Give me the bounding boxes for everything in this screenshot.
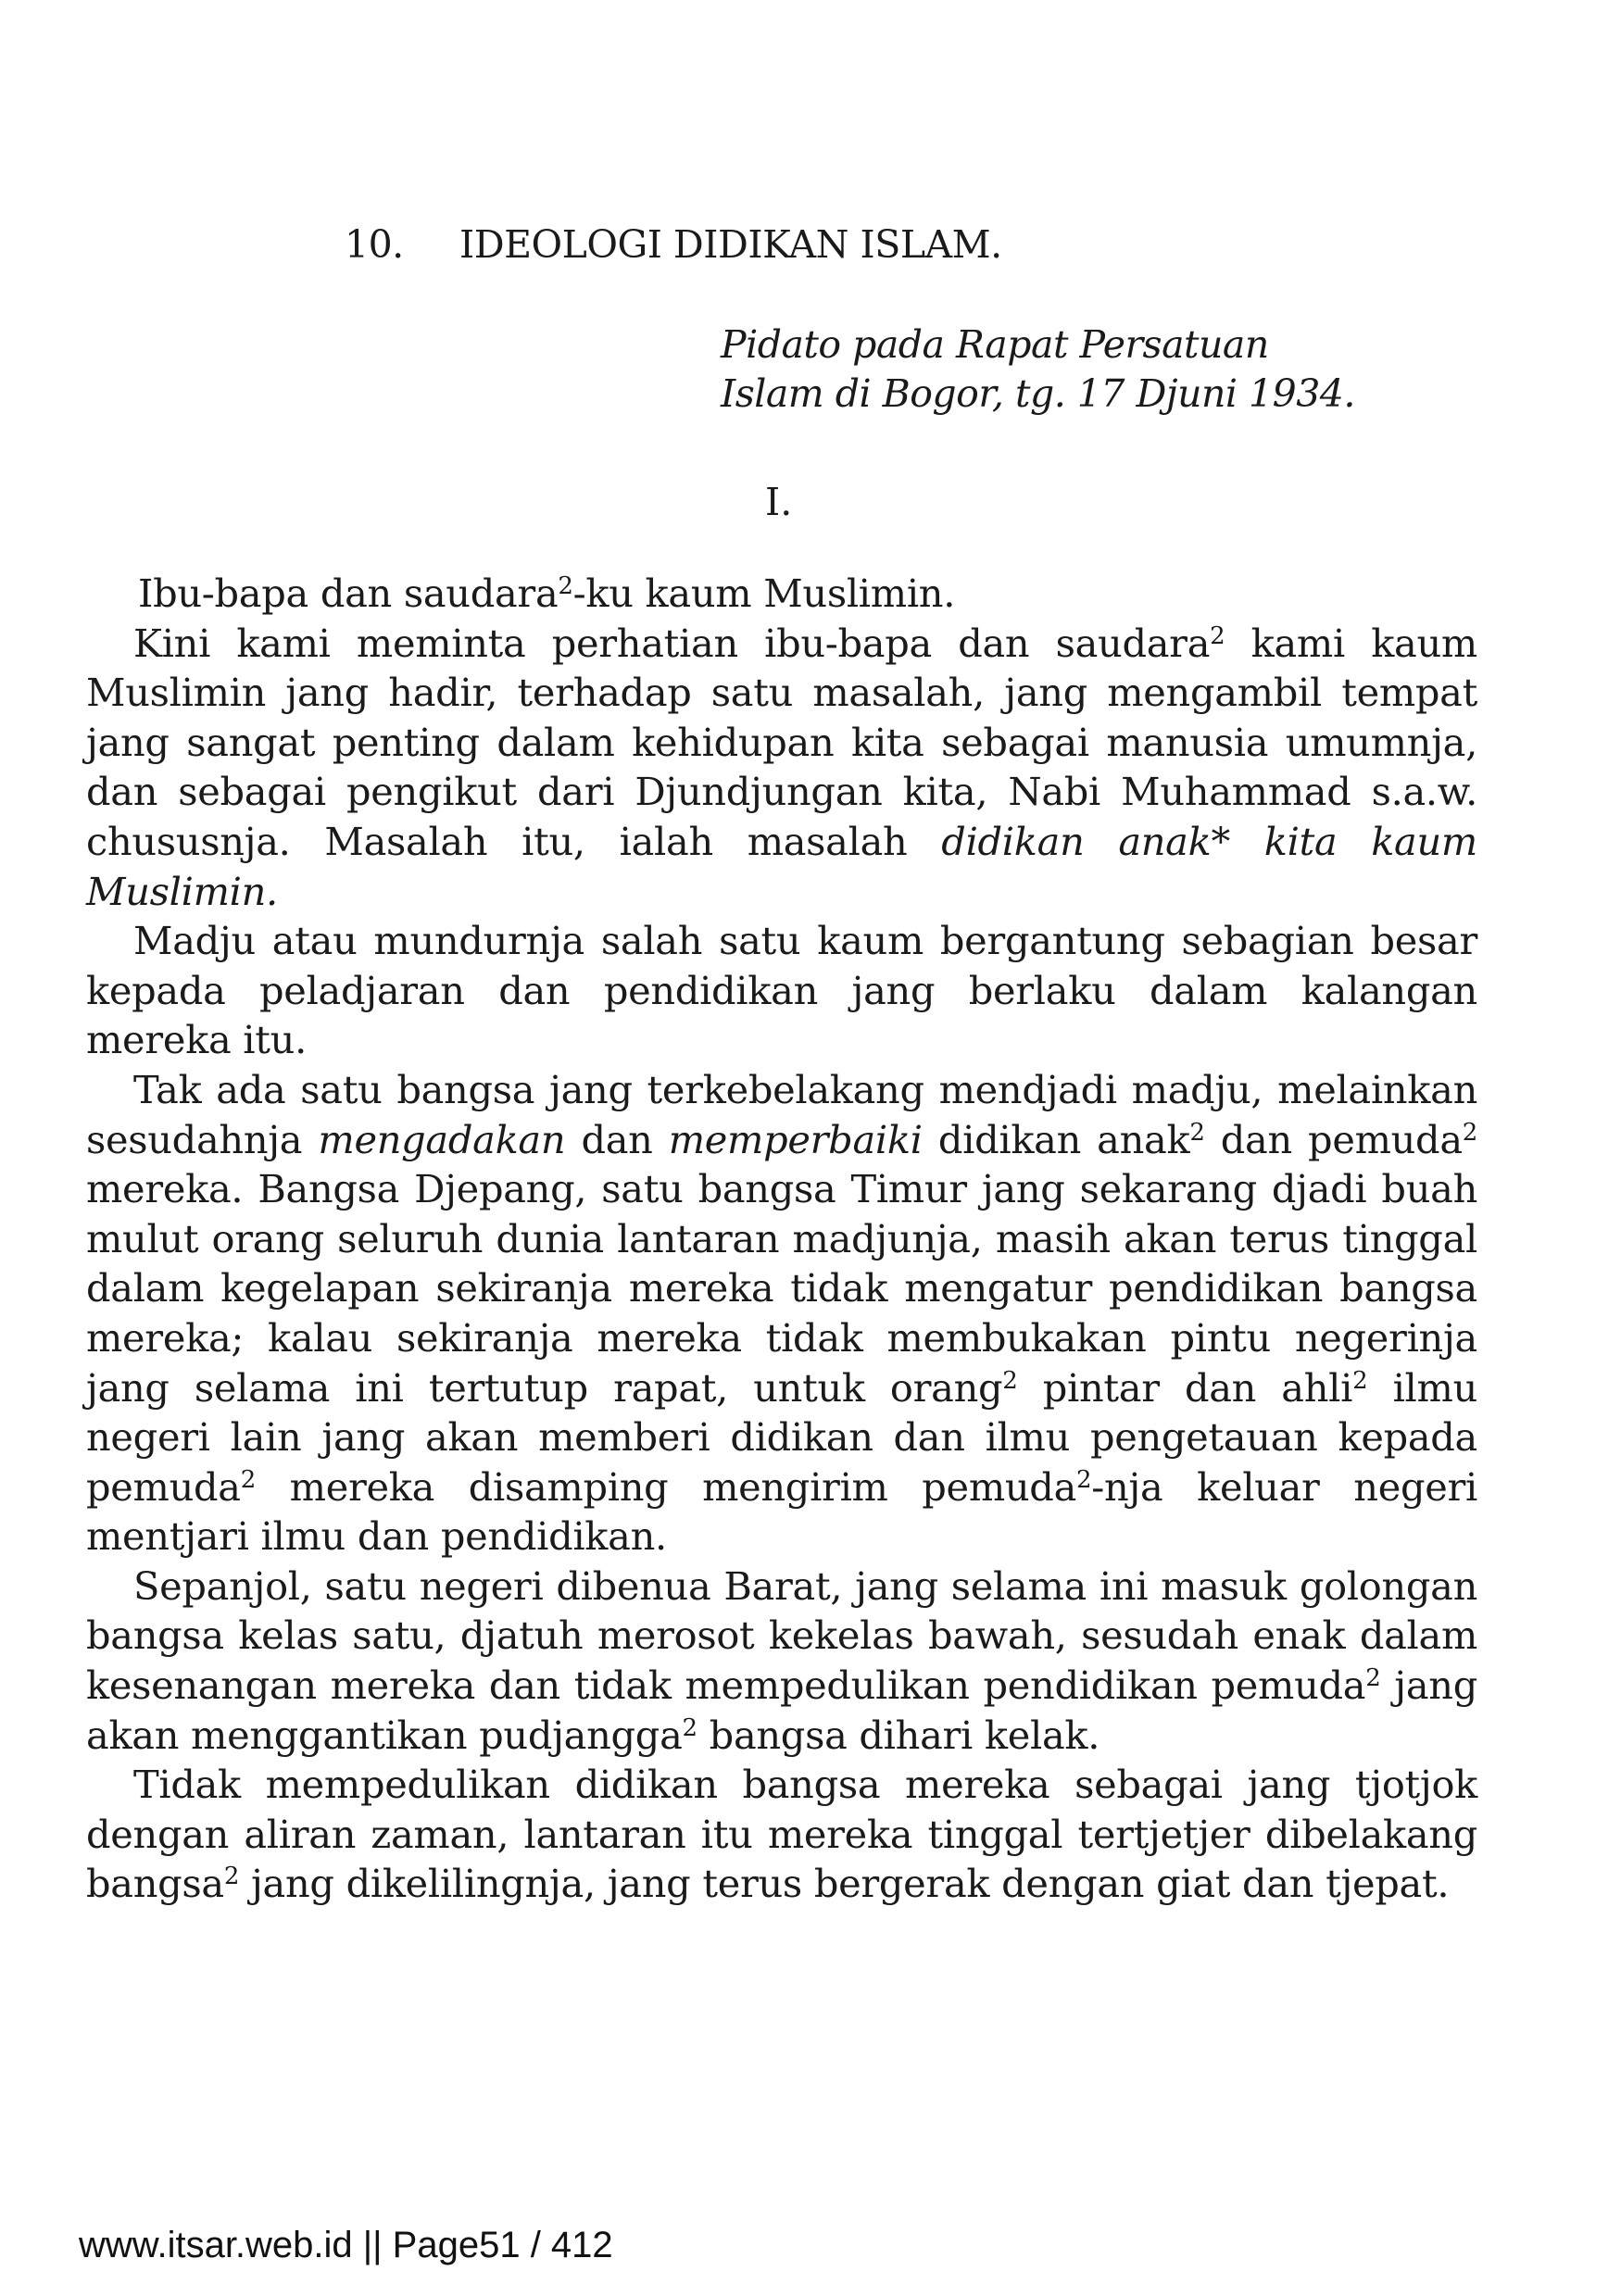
body-text xyxy=(86,569,1477,1909)
page-footer: www.itsar.web.id || Page51 / 412 xyxy=(79,2225,613,2265)
greeting-paragraph: Ibu-bapa dan saudara$^2$-ku kaum Muslimin. xyxy=(138,571,956,616)
chapter-title: IDEOLOGI DIDIKAN ISLAM. xyxy=(459,222,1002,267)
chapter-heading xyxy=(345,219,1002,270)
paragraph-2: Madju atau mundurnja salah satu kaum bergantung sebagian besar kepada peladjaran dan pendidikan jang berlaku dalam kalangan mereka itu. xyxy=(86,918,1477,1063)
paragraph-5: Tidak mempedulikan didikan bangsa mereka sebagai jang tjotjok dengan aliran zaman, lantaran itu mereka tinggal tertjetjer dibelakang bangsa$^2$ jang dikelilingnja, jang terus bergerak dengan giat dan tjepat. xyxy=(86,1762,1477,1907)
paragraph-3: Tak ada satu bangsa jang terkebelakang mendjadi madju, melainkan sesudahnja mengadakan dan memperbaiki didikan anak$^2$ dan pemuda$^2$ mereka. Bangsa Djepang, satu bangsa Timur jang sekarang djadi buah mulut orang seluruh dunia lantaran madjunja, masih akan terus tinggal dalam kegelapan sekiranja mereka tidak mengatur pendidikan bangsa mereka; kalau sekiranja mereka tidak membukakan pintu negerinja jang selama ini tertutup rapat, untuk orang$^2$ pintar dan ahli$^2$ ilmu negeri lain jang akan memberi didikan dan ilmu pengetauan kepada pemuda$^2$ mereka disamping mengirim pemuda$^2$-nja keluar negeri mentjari ilmu dan pendidikan. xyxy=(86,1066,1478,1560)
paragraph-4: Sepanjol, satu negeri dibenua Barat, jang selama ini masuk golongan bangsa kelas satu, djatuh merosot kekelas bawah, sesudah enak dalam kesenangan mereka dan tidak mempedulikan pendidikan pemuda$^2$ jang akan menggantikan pudjangga$^2$ bangsa dihari kelak. xyxy=(86,1562,1477,1758)
chapter-number: 10. xyxy=(345,222,404,267)
subtitle-line-2: Islam di Bogor, tg. 17 Djuni 1934. xyxy=(721,371,1355,416)
speech-subtitle xyxy=(721,320,1355,419)
paragraph-1: Kini kami meminta perhatian ibu-bapa dan saudara$^2$ kami kaum Muslimin jang hadir, terhadap satu masalah, jang mengambil tempat jang sangat penting dalam kehidupan kita sebagai manusia umumnja, dan sebagai pengikut dari Djundjungan kita, Nabi Muhammad s.a.w. chususnja. Masalah itu, ialah masalah didikan anak* kita kaum Muslimin. xyxy=(86,620,1477,914)
section-numeral: I. xyxy=(765,480,793,524)
subtitle-line-1: Pidato pada Rapat Persatuan xyxy=(721,322,1269,367)
